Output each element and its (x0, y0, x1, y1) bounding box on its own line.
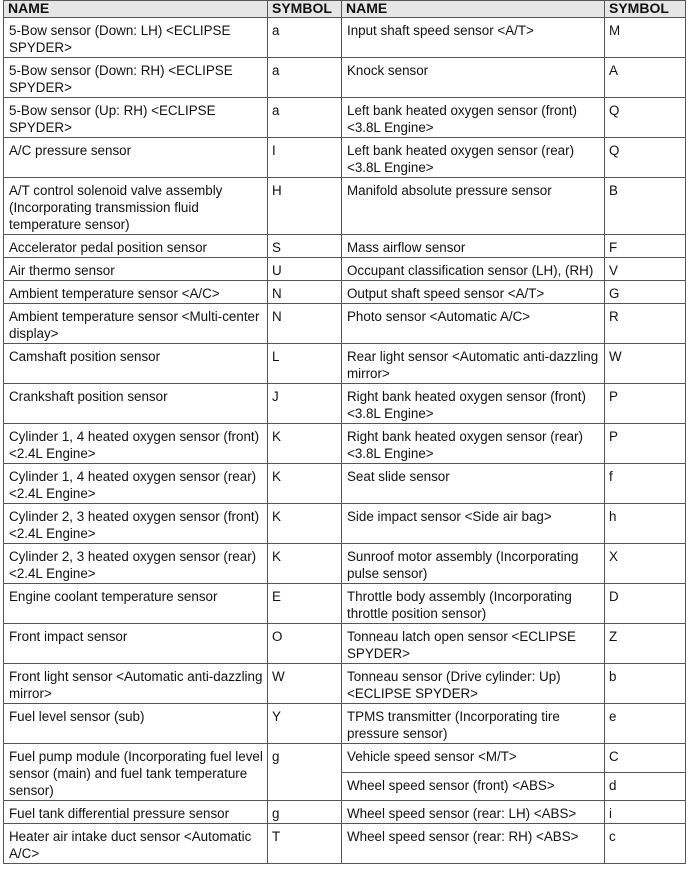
name-cell: Front light sensor <Automatic anti-dazzling mirror> (4, 664, 268, 704)
table-row (4, 98, 686, 138)
name-cell: Camshaft position sensor (4, 344, 268, 384)
symbol-cell: P (605, 384, 686, 424)
symbol-cell: K (268, 464, 342, 504)
name-cell: TPMS transmitter (Incorporating tire pressure sensor) (342, 704, 605, 744)
symbol-cell: e (605, 704, 686, 744)
name-cell: Tonneau sensor (Drive cylinder: Up) <ECLIPSE SPYDER> (342, 664, 605, 704)
name-cell: Knock sensor (342, 58, 605, 98)
name-cell: Side impact sensor <Side air bag> (342, 504, 605, 544)
name-cell: Heater air intake duct sensor <Automatic A/C> (4, 824, 268, 864)
symbol-cell: E (268, 584, 342, 624)
table-row (4, 18, 686, 58)
table-row (4, 384, 686, 424)
table-row (4, 664, 686, 704)
symbol-cell: A (605, 58, 686, 98)
name-cell: Left bank heated oxygen sensor (rear) <3.8L Engine> (342, 138, 605, 178)
symbol-cell: a (268, 98, 342, 138)
symbol-cell: G (605, 281, 686, 304)
table-row (4, 824, 686, 864)
table-row (4, 584, 686, 624)
name-cell: Right bank heated oxygen sensor (rear) <3.8L Engine> (342, 424, 605, 464)
symbol-cell: C (605, 744, 686, 773)
name-cell: 5-Bow sensor (Down: LH) <ECLIPSE SPYDER> (4, 18, 268, 58)
name-cell: Fuel tank differential pressure sensor (4, 801, 268, 824)
symbol-cell: f (605, 464, 686, 504)
symbol-cell: R (605, 304, 686, 344)
symbol-cell: a (268, 18, 342, 58)
name-cell: Cylinder 2, 3 heated oxygen sensor (rear) <2.4L Engine> (4, 544, 268, 584)
name-cell: Right bank heated oxygen sensor (front) <3.8L Engine> (342, 384, 605, 424)
name-cell: A/T control solenoid valve assembly (Incorporating transmission fluid temperature sensor) (4, 178, 268, 235)
table-row (4, 304, 686, 344)
name-cell: Cylinder 1, 4 heated oxygen sensor (front) <2.4L Engine> (4, 424, 268, 464)
table-row (4, 704, 686, 744)
symbol-cell: U (268, 258, 342, 281)
symbol-cell: a (268, 58, 342, 98)
symbol-cell: Y (268, 704, 342, 744)
symbol-cell: I (268, 138, 342, 178)
name-cell: Wheel speed sensor (rear: LH) <ABS> (342, 801, 605, 824)
name-cell: Accelerator pedal position sensor (4, 235, 268, 258)
symbol-cell: Z (605, 624, 686, 664)
symbol-cell: b (605, 664, 686, 704)
symbol-cell: i (605, 801, 686, 824)
table-row (4, 138, 686, 178)
symbol-cell: S (268, 235, 342, 258)
symbol-cell: W (605, 344, 686, 384)
table-row (4, 624, 686, 664)
table-row (4, 504, 686, 544)
symbol-cell: K (268, 504, 342, 544)
symbol-cell: g (268, 744, 342, 801)
name-cell: Ambient temperature sensor <Multi-center display> (4, 304, 268, 344)
symbol-cell: H (268, 178, 342, 235)
symbol-cell: K (268, 544, 342, 584)
name-cell: Cylinder 2, 3 heated oxygen sensor (front) <2.4L Engine> (4, 504, 268, 544)
name-cell: Cylinder 1, 4 heated oxygen sensor (rear) <2.4L Engine> (4, 464, 268, 504)
symbol-cell: L (268, 344, 342, 384)
name-cell: Manifold absolute pressure sensor (342, 178, 605, 235)
name-cell: Rear light sensor <Automatic anti-dazzling mirror> (342, 344, 605, 384)
symbol-cell: Q (605, 138, 686, 178)
symbol-cell: Q (605, 98, 686, 138)
table-row (4, 281, 686, 304)
symbol-cell: J (268, 384, 342, 424)
name-cell: Wheel speed sensor (front) <ABS> (342, 772, 605, 801)
symbol-cell: h (605, 504, 686, 544)
name-cell: Fuel level sensor (sub) (4, 704, 268, 744)
sensor-symbol-table (3, 0, 686, 864)
name-cell: Air thermo sensor (4, 258, 268, 281)
symbol-cell: c (605, 824, 686, 864)
symbol-cell: P (605, 424, 686, 464)
table-row (4, 258, 686, 281)
header-symbol-left: SYMBOL (268, 1, 342, 18)
name-cell: 5-Bow sensor (Up: RH) <ECLIPSE SPYDER> (4, 98, 268, 138)
table-row (4, 58, 686, 98)
table-row (4, 344, 686, 384)
name-cell: Ambient temperature sensor <A/C> (4, 281, 268, 304)
table-row (4, 544, 686, 584)
name-cell: Mass airflow sensor (342, 235, 605, 258)
header-name-left: NAME (4, 1, 268, 18)
header-symbol-right: SYMBOL (605, 1, 686, 18)
symbol-cell: T (268, 824, 342, 864)
name-cell: Sunroof motor assembly (Incorporating pulse sensor) (342, 544, 605, 584)
symbol-cell: N (268, 304, 342, 344)
symbol-cell: g (268, 801, 342, 824)
symbol-cell: X (605, 544, 686, 584)
name-cell: Photo sensor <Automatic A/C> (342, 304, 605, 344)
symbol-cell: M (605, 18, 686, 58)
name-cell: Tonneau latch open sensor <ECLIPSE SPYDER> (342, 624, 605, 664)
name-cell: 5-Bow sensor (Down: RH) <ECLIPSE SPYDER> (4, 58, 268, 98)
name-cell: Seat slide sensor (342, 464, 605, 504)
name-cell: Left bank heated oxygen sensor (front) <3.8L Engine> (342, 98, 605, 138)
sensor-table-container (3, 0, 686, 864)
name-cell: Front impact sensor (4, 624, 268, 664)
symbol-cell: K (268, 424, 342, 464)
name-cell: Occupant classification sensor (LH), (RH) (342, 258, 605, 281)
name-cell: Engine coolant temperature sensor (4, 584, 268, 624)
symbol-cell: B (605, 178, 686, 235)
symbol-cell: D (605, 584, 686, 624)
name-cell: Crankshaft position sensor (4, 384, 268, 424)
name-cell: Fuel pump module (Incorporating fuel level sensor (main) and fuel tank temperature sensor) (4, 744, 268, 801)
table-row (4, 744, 686, 773)
table-row (4, 801, 686, 824)
symbol-cell: O (268, 624, 342, 664)
table-row (4, 178, 686, 235)
name-cell: Input shaft speed sensor <A/T> (342, 18, 605, 58)
name-cell: Throttle body assembly (Incorporating throttle position sensor) (342, 584, 605, 624)
header-row (4, 1, 686, 18)
symbol-cell: N (268, 281, 342, 304)
symbol-cell: d (605, 772, 686, 801)
header-name-right: NAME (342, 1, 605, 18)
symbol-cell: F (605, 235, 686, 258)
table-row (4, 464, 686, 504)
table-row (4, 424, 686, 464)
name-cell: Wheel speed sensor (rear: RH) <ABS> (342, 824, 605, 864)
name-cell: A/C pressure sensor (4, 138, 268, 178)
symbol-cell: W (268, 664, 342, 704)
symbol-cell: V (605, 258, 686, 281)
table-row (4, 235, 686, 258)
name-cell: Vehicle speed sensor <M/T> (342, 744, 605, 773)
name-cell: Output shaft speed sensor <A/T> (342, 281, 605, 304)
